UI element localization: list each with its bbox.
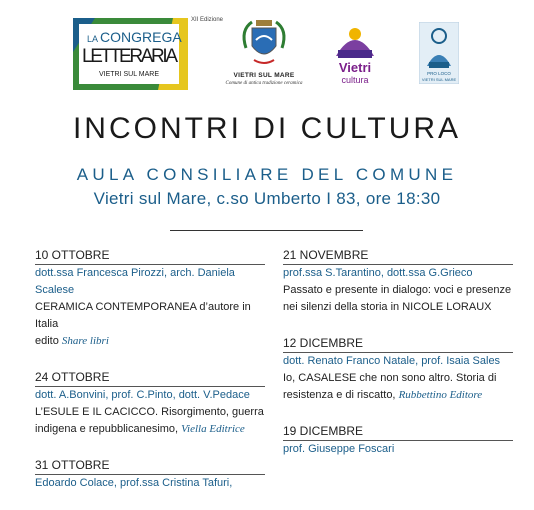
- event-date: 19 DICEMBRE: [283, 422, 513, 441]
- comune-title: VIETRI SUL MARE: [233, 72, 295, 79]
- congrega-letteraria-logo: [73, 18, 188, 90]
- event-description-line2: [35, 421, 275, 438]
- vietri-cultura-logo: [330, 20, 380, 90]
- event-item: [283, 422, 523, 458]
- event-date: 24 OTTOBRE: [35, 368, 265, 387]
- event-description: CERAMICA CONTEMPORANEA d’autore in Italia: [35, 301, 251, 330]
- divider: [170, 230, 363, 231]
- event-description: L’ESULE E IL CACICCO. Risorgimento, guerra: [35, 406, 264, 418]
- event-item: [35, 368, 275, 438]
- events-left-column: [35, 246, 275, 510]
- event-speakers: dott. Renato Franco Natale, prof. Isaia Sales: [283, 355, 501, 367]
- event-publisher: Viella Editrice: [181, 423, 245, 435]
- congrega-line3: LETTERARIA: [82, 46, 178, 67]
- events-right-column: [283, 246, 523, 476]
- congrega-line2: CONGREGA: [100, 29, 182, 45]
- comune-subtitle: Comune di antica tradizione ceramica: [225, 81, 303, 86]
- comune-logo: [216, 18, 312, 98]
- event-date: 31 OTTOBRE: [35, 456, 265, 475]
- event-item: [283, 334, 523, 404]
- vietri-cultura-line2: cultura: [341, 75, 369, 85]
- congrega-line1: LA: [87, 34, 99, 44]
- vietri-cultura-line1: Vietri: [338, 60, 372, 75]
- event-date: 12 DICEMBRE: [283, 334, 513, 353]
- event-description-prefix: indigena e repubblicanesimo,: [35, 423, 182, 435]
- event-description-line2: [283, 387, 523, 404]
- event-speakers: dott. A.Bonvini, prof. C.Pinto, dott. V.Pedace: [35, 389, 250, 401]
- event-item: [35, 246, 275, 350]
- congrega-line4: VIETRI SUL MARE: [99, 71, 160, 78]
- event-date: 10 OTTOBRE: [35, 246, 265, 265]
- event-date: 21 NOVEMBRE: [283, 246, 513, 265]
- pro-loco-line1: PRO LOCO: [427, 71, 451, 76]
- event-speakers: prof.ssa S.Tarantino, dott.ssa G.Grieco: [283, 267, 473, 279]
- event-description-line2: [35, 333, 275, 350]
- event-description: Passato e presente in dialogo: voci e presenze: [283, 284, 512, 296]
- event-description-prefix: resistenza e di riscatto,: [283, 389, 399, 401]
- event-speakers: prof. Giuseppe Foscari: [283, 443, 395, 455]
- logo-row: [0, 18, 534, 98]
- event-speakers: Edoardo Colace, prof.ssa Cristina Tafuri,: [35, 477, 233, 489]
- event-publisher: Share libri: [61, 335, 109, 347]
- event-description-prefix: edito: [35, 335, 62, 347]
- pro-loco-line2: VIETRI SUL MARE: [421, 77, 457, 82]
- page-subtitle: AULA CONSILIARE DEL COMUNE: [76, 165, 458, 184]
- event-speakers: dott.ssa Francesca Pirozzi, arch. Daniela Scalese: [35, 267, 235, 296]
- page-title: INCONTRI DI CULTURA: [72, 112, 462, 145]
- event-publisher: Rubbettino Editore: [398, 389, 483, 401]
- edition-label: XII Edizione: [191, 17, 224, 23]
- event-description-line2: nei silenzi della storia in NICOLE LORAUX: [283, 301, 492, 313]
- event-location: Vietri sul Mare, c.so Umberto I 83, ore 18:30: [93, 189, 441, 208]
- comune-coat-of-arms-icon: [216, 18, 312, 72]
- event-item: [35, 456, 275, 492]
- event-description: Io, CASALESE che non sono altro. Storia di: [283, 372, 497, 384]
- event-item: [283, 246, 523, 316]
- pro-loco-logo: [419, 22, 459, 84]
